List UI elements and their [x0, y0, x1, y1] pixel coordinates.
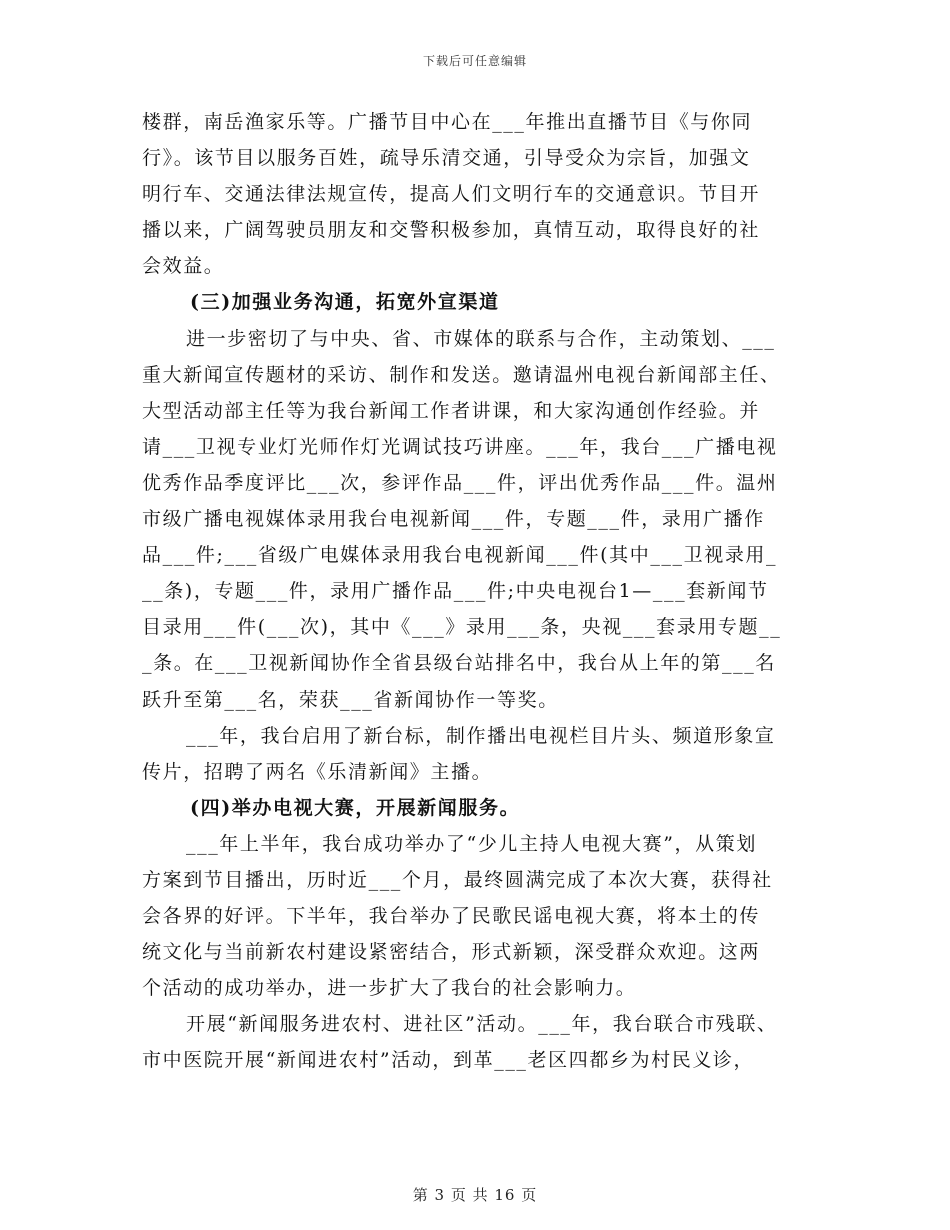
- text-line: 统文化与当前新农村建设紧密结合，形式新颖，深受群众欢迎。这两: [142, 941, 761, 964]
- text-line: 请___卫视专业灯光师作灯光调试技巧讲座。___年，我台___广播电视: [142, 435, 778, 458]
- text-line: 市级广播电视媒体录用我台电视新闻___件，专题___件，录用广播作: [142, 508, 765, 531]
- text-line: 明行车、交通法律法规宣传，提高人们文明行车的交通意识。节目开: [142, 183, 761, 206]
- text-line: 行》。该节目以服务百姓，疏导乐清交通，引导受众为宗旨，加强文: [142, 147, 751, 170]
- text-line: ___年，我台启用了新台标，制作播出电视栏目片头、频道形象宣: [186, 724, 776, 747]
- text-line: 目录用___件(___次)，其中《___》录用___条，央视___套录用专题__: [142, 616, 782, 639]
- text-line: 品___件;___省级广电媒体录用我台电视新闻___件(其中___卫视录用_: [142, 544, 778, 567]
- text-line: 方案到节目播出，历时近___个月，最终圆满完成了本次大赛，获得社: [142, 868, 773, 891]
- text-line: _条。在___卫视新闻协作全省县级台站排名中，我台从上年的第___名: [142, 652, 776, 675]
- text-line: 传片，招聘了两名《乐清新闻》主播。: [142, 760, 493, 783]
- text-line: 进一步密切了与中央、省、市媒体的联系与合作，主动策划、___: [186, 327, 776, 350]
- text-line: 大型活动部主任等为我台新闻工作者讲课，和大家沟通创作经验。并: [142, 399, 761, 422]
- text-line: 市中医院开展“新闻进农村”活动，到革___老区四都乡为村民义诊，: [142, 1049, 755, 1072]
- document-body: [142, 104, 822, 1079]
- text-line: ___年上半年，我台成功举办了“少儿主持人电视大赛”，从策划: [186, 832, 757, 855]
- text-line: 优秀作品季度评比___次，参评作品___件，评出优秀作品___件。温州: [142, 471, 778, 494]
- header-note: 下载后可任意编辑: [422, 54, 527, 68]
- text-line: 个活动的成功举办，进一步扩大了我台的社会影响力。: [142, 977, 637, 1000]
- text-line: 开展“新闻服务进农村、进社区”活动。___年，我台联合市残联、: [186, 1013, 778, 1036]
- text-line: 会各界的好评。下半年，我台举办了民歌民谣电视大赛，将本土的传: [142, 905, 761, 928]
- text-line: 重大新闻宣传题材的采访、制作和发送。邀请温州电视台新闻部主任、: [142, 363, 781, 386]
- text-line: __条)，专题___件，录用广播作品___件;中央电视台1—___套新闻节: [142, 580, 769, 603]
- text-line: 跃升至第___名，荣获___省新闻协作一等奖。: [142, 688, 559, 711]
- text-line: 播以来，广阔驾驶员朋友和交警积极参加，真情互动，取得良好的社: [142, 219, 761, 242]
- section-heading: (三)加强业务沟通，拓宽外宣渠道: [190, 291, 500, 314]
- page-footer: 第 3 页 共 16 页: [412, 1186, 538, 1204]
- text-line: 楼群，南岳渔家乐等。广播节目中心在___年推出直播节目《与你同: [142, 111, 753, 133]
- section-heading: (四)举办电视大赛，开展新闻服务。: [190, 796, 521, 819]
- text-line: 会效益。: [142, 255, 225, 278]
